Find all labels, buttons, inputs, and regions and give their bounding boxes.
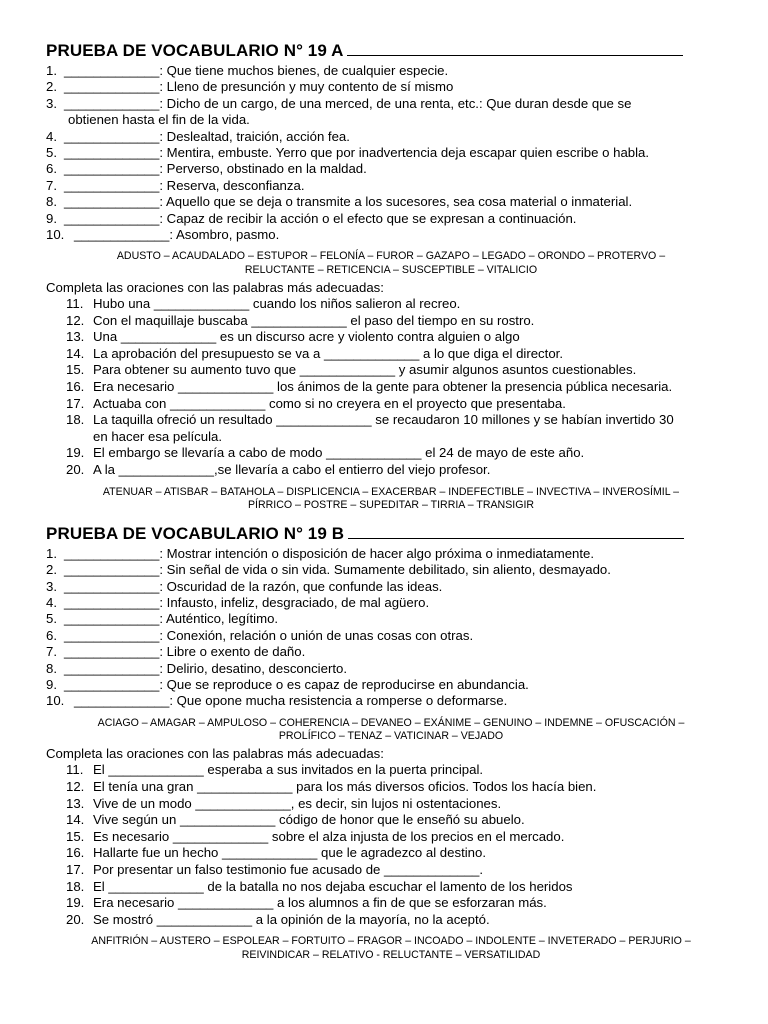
definition-item: 9. _____________: Capaz de recibir la acción o el efecto que se expresan a continuación. xyxy=(46,210,577,226)
definition-item: 3. _____________: Dicho de un cargo, de una merced, de una renta, etc.: Que duran desde que se obtienen hasta el fin de la vida. xyxy=(46,95,632,128)
sentence-item: 11. El _____________ esperaba a sus invitados en la puerta principal. xyxy=(66,762,484,778)
instructions: Completa las oraciones con las palabras más adecuadas: xyxy=(46,746,384,762)
definition-item: 1. _____________: Que tiene muchos bienes, de cualquier especie. xyxy=(46,63,449,78)
sentence-item: 16. Era necesario _____________ los ánimos de la gente para obtener la presencia pública necesaria. xyxy=(66,379,673,395)
definition-item: 10. _____________: Que opone mucha resistencia a romperse o deformarse. xyxy=(46,693,508,709)
test-b-section xyxy=(46,523,736,963)
word-bank: ACIAGO – AMAGAR – AMPULOSO – COHERENCIA – DEVANEO – EXÁNIME – GENUINO – INDEMNE – OFUSCACIÓN – PROLÍFICO – TENAZ – VATICINAR – VEJADO xyxy=(97,716,685,743)
test-a-definitions xyxy=(46,63,736,243)
test-b-definitions xyxy=(46,546,736,710)
definition-item: 5. _____________: Auténtico, legítimo. xyxy=(46,611,279,627)
definition-item: 2. _____________: Lleno de presunción y muy contento de sí mismo xyxy=(46,79,454,95)
sentence-item: 19. El embargo se llevaría a cabo de modo _____________ el 24 de mayo de este año. xyxy=(66,445,585,461)
sentence-item: 12. Con el maquillaje buscaba _____________ el paso del tiempo en su rostro. xyxy=(66,312,535,328)
sentence-item: 19. Era necesario _____________ a los alumnos a fin de que se esforzaran más. xyxy=(66,895,547,911)
sentence-item: 13. Una _____________ es un discurso acre y violento contra alguien o algo xyxy=(66,329,520,345)
sentence-item: 14. La aprobación del presupuesto se va a _____________ a lo que diga el director. xyxy=(66,345,563,361)
definition-item: 9. _____________: Que se reproduce o es capaz de reproducirse en abundancia. xyxy=(46,677,529,693)
instructions: Completa las oraciones con las palabras más adecuadas: xyxy=(46,279,384,295)
definition-item: 6. _____________: Conexión, relación o unión de unas cosas con otras. xyxy=(46,627,474,643)
sentence-item: 11. Hubo una _____________ cuando los niños salieron al recreo. xyxy=(66,296,461,312)
sentence-item: 20. A la _____________,se llevaría a cabo el entierro del viejo profesor. xyxy=(66,462,491,477)
worksheet-page xyxy=(46,40,736,965)
word-bank: ANFITRIÓN – AUSTERO – ESPOLEAR – FORTUITO – FRAGOR – INCOADO – INDOLENTE – INVETERADO – PERJURIO – REIVINDICAR – RELATIVO - RELUCTANTE – VERSATILIDAD xyxy=(91,935,691,961)
definition-item: 6. _____________: Perverso, obstinado en la maldad. xyxy=(46,161,367,177)
word-bank: ATENUAR – ATISBAR – BATAHOLA – DISPLICENCIA – EXACERBAR – INDEFECTIBLE – INVECTIVA – INVEROSÍMIL – PÍRRICO – POSTRE – SUPEDITAR – TIRRIA – TRANSIGIR xyxy=(102,485,680,512)
test-b-title: PRUEBA DE VOCABULARIO N° 19 B xyxy=(46,523,736,543)
sentence-item: 13. Vive de un modo _____________, es decir, sin lujos ni ostentaciones. xyxy=(66,795,502,811)
sentence-item: 18. La taquilla ofreció un resultado _____________ se recaudaron 10 millones y se habían invertido 30 en hacer esa película. xyxy=(66,412,674,444)
test-a-title: PRUEBA DE VOCABULARIO N° 19 A xyxy=(46,40,736,60)
definition-item: 2. _____________: Sin señal de vida o sin vida. Sumamente debilitado, sin aliento, desmayado. xyxy=(46,562,611,578)
sentence-item: 15. Es necesario _____________ sobre el alza injusta de los precios en el mercado. xyxy=(66,828,565,844)
word-bank: ADUSTO – ACAUDALADO – ESTUPOR – FELONÍA – FUROR – GAZAPO – LEGADO – ORONDO – PROTERVO – RELUCTANTE – RETICENCIA – SUSCEPTIBLE – VITALICIO xyxy=(116,250,666,277)
definition-item: 3. _____________: Oscuridad de la razón, que confunde las ideas. xyxy=(46,578,443,594)
sentence-item: 18. El _____________ de la batalla no nos dejaba escuchar el lamento de los heridos xyxy=(66,878,573,894)
name-blank xyxy=(348,523,684,539)
sentence-item: 17. Por presentar un falso testimonio fue acusado de _____________. xyxy=(66,862,484,877)
definition-item: 7. _____________: Reserva, desconfianza. xyxy=(46,177,305,193)
test-a-section xyxy=(46,40,736,513)
sentence-item: 20. Se mostró _____________ a la opinión de la mayoría, no la aceptó. xyxy=(66,911,490,927)
definition-item: 8. _____________: Aquello que se deja o transmite a los sucesores, sea cosa material o inmaterial. xyxy=(46,194,633,210)
definition-item: 5. _____________: Mentira, embuste. Yerro que por inadvertencia deja escapar quien escribe o habla. xyxy=(46,145,650,161)
definition-item: 4. _____________: Infausto, infeliz, desgraciado, de mal agüero. xyxy=(46,595,430,610)
sentence-item: 16. Hallarte fue un hecho _____________ que le agradezco al destino. xyxy=(66,845,486,861)
sentence-item: 12. El tenía una gran _____________ para los más diversos oficios. Todos los hacía bien. xyxy=(66,779,597,795)
sentence-item: 14. Vive según un _____________ código de honor que le enseñó su abuelo. xyxy=(66,812,525,828)
definition-item: 4. _____________: Deslealtad, traición, acción fea. xyxy=(46,128,350,144)
sentence-item: 17. Actuaba con _____________ como si no creyera en el proyecto que presentaba. xyxy=(66,395,566,411)
sentence-item: 15. Para obtener su aumento tuvo que _____________ y asumir algunos asuntos cuestionables. xyxy=(66,362,637,378)
definition-item: 8. _____________: Delirio, desatino, desconcierto. xyxy=(46,660,347,676)
definition-item: 1. _____________: Mostrar intención o disposición de hacer algo próxima o inmediatamente. xyxy=(46,545,595,561)
definition-item: 7. _____________: Libre o exento de daño. xyxy=(46,644,306,660)
test-a-sentences xyxy=(46,296,736,479)
name-blank xyxy=(347,40,683,56)
test-b-sentences xyxy=(46,762,736,928)
definition-item: 10. _____________: Asombro, pasmo. xyxy=(46,227,280,243)
